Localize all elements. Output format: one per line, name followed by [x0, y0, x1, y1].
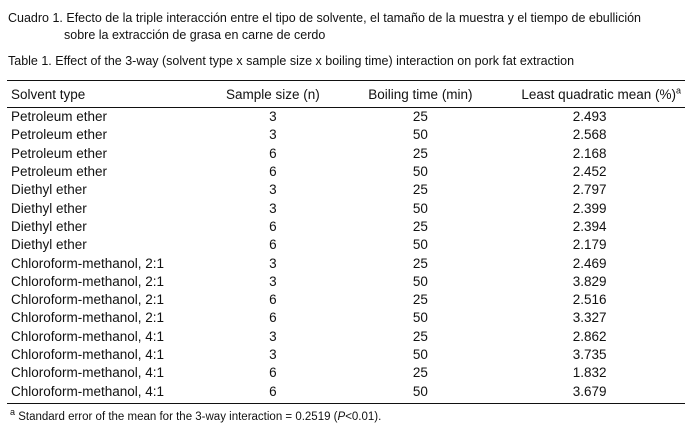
data-table — [7, 81, 685, 401]
cell-sample-size: 6 — [269, 365, 277, 381]
cell-least-quadratic-mean: 2.797 — [572, 182, 607, 198]
cell-least-quadratic-mean: 2.568 — [572, 127, 607, 143]
cell-least-quadratic-mean: 2.516 — [572, 292, 607, 308]
cell-solvent-type: Diethyl ether — [11, 218, 87, 234]
cell-sample-size: 6 — [269, 310, 277, 326]
cell-solvent-type: Chloroform-methanol, 4:1 — [11, 365, 165, 381]
cell-solvent-type: Petroleum ether — [11, 164, 108, 180]
cell-least-quadratic-mean: 2.862 — [572, 328, 607, 344]
table-bottom-rule — [7, 403, 685, 404]
cell-boiling-time: 25 — [412, 218, 428, 234]
cell-solvent-type: Diethyl ether — [11, 200, 87, 216]
caption-spanish-line-1: Cuadro 1. Efecto de la triple interacción entre el tipo de solvente, el tamaño de la muestra y el tiempo de ebullición — [8, 11, 642, 25]
cell-sample-size: 3 — [269, 255, 277, 271]
table-row — [7, 163, 685, 181]
table-row — [7, 291, 685, 309]
cell-sample-size: 3 — [269, 347, 277, 362]
table-row — [7, 218, 685, 236]
cell-solvent-type: Chloroform-methanol, 4:1 — [11, 347, 165, 362]
cell-least-quadratic-mean: 2.168 — [572, 145, 607, 161]
cell-sample-size: 3 — [269, 273, 277, 289]
table-row — [7, 254, 685, 272]
cell-least-quadratic-mean: 2.493 — [572, 109, 607, 125]
table-row — [7, 126, 685, 144]
table-body — [7, 107, 685, 401]
cell-solvent-type: Chloroform-methanol, 2:1 — [11, 255, 165, 271]
cell-least-quadratic-mean: 2.452 — [572, 164, 607, 180]
cell-sample-size: 3 — [269, 127, 277, 143]
cell-sample-size: 3 — [269, 182, 277, 198]
cell-solvent-type: Chloroform-methanol, 2:1 — [11, 310, 165, 326]
cell-solvent-type: Petroleum ether — [11, 145, 108, 161]
cell-least-quadratic-mean: 3.327 — [572, 310, 607, 326]
cell-solvent-type: Chloroform-methanol, 4:1 — [11, 328, 165, 344]
header-mean-footnote-mark: a — [675, 85, 681, 95]
cell-least-quadratic-mean: 2.469 — [572, 255, 607, 271]
table-row — [7, 181, 685, 199]
cell-boiling-time: 50 — [412, 164, 428, 180]
cell-least-quadratic-mean: 1.832 — [572, 365, 607, 381]
cell-sample-size: 6 — [269, 292, 277, 308]
caption-english: Table 1. Effect of the 3-way (solvent type x sample size x boiling time) interaction on pork fat extraction — [8, 54, 575, 68]
footnote — [10, 407, 382, 424]
cell-sample-size: 6 — [269, 218, 277, 234]
cell-least-quadratic-mean: 3.679 — [572, 383, 607, 399]
table-row — [7, 273, 685, 291]
cell-boiling-time: 25 — [412, 255, 428, 271]
table-row — [7, 145, 685, 163]
cell-boiling-time: 50 — [412, 200, 428, 216]
cell-sample-size: 6 — [269, 237, 277, 253]
cell-boiling-time: 25 — [412, 328, 428, 344]
cell-boiling-time: 50 — [412, 273, 428, 289]
footnote-mark: a — [10, 407, 16, 418]
cell-boiling-time: 25 — [412, 182, 428, 198]
cell-sample-size: 6 — [269, 164, 277, 180]
cell-boiling-time: 25 — [412, 292, 428, 308]
cell-boiling-time: 25 — [412, 365, 428, 381]
cell-boiling-time: 50 — [412, 127, 428, 143]
table-row — [7, 328, 685, 346]
cell-solvent-type: Chloroform-methanol, 2:1 — [11, 292, 165, 308]
cell-solvent-type: Chloroform-methanol, 4:1 — [11, 383, 165, 399]
cell-least-quadratic-mean: 2.179 — [572, 237, 607, 253]
table-row — [7, 364, 685, 382]
cell-boiling-time: 25 — [412, 145, 428, 161]
cell-solvent-type: Petroleum ether — [11, 127, 108, 143]
table-row — [7, 309, 685, 327]
table-row — [7, 107, 685, 126]
header-solvent-type: Solvent type — [11, 86, 86, 102]
header-mean-label: Least quadratic mean (%) — [521, 86, 676, 102]
cell-sample-size: 3 — [269, 328, 277, 344]
header-row — [7, 81, 685, 107]
cell-boiling-time: 50 — [412, 310, 428, 326]
cell-sample-size: 6 — [269, 383, 277, 399]
cell-least-quadratic-mean: 3.829 — [572, 273, 607, 289]
table-header — [7, 81, 685, 107]
cell-sample-size: 3 — [269, 200, 277, 216]
cell-least-quadratic-mean: 2.394 — [572, 218, 607, 234]
cell-boiling-time: 50 — [412, 383, 428, 399]
table-row — [7, 199, 685, 217]
cell-solvent-type: Diethyl ether — [11, 182, 87, 198]
cell-solvent-type: Petroleum ether — [11, 109, 108, 125]
cell-sample-size: 3 — [269, 109, 277, 125]
table-row — [7, 346, 685, 364]
footnote-p-symbol: P — [337, 411, 346, 423]
cell-sample-size: 6 — [269, 145, 277, 161]
cell-least-quadratic-mean: 3.735 — [572, 347, 607, 362]
footnote-text-end: <0.01). — [345, 411, 382, 423]
footnote-text-start: Standard error of the mean for the 3-way interaction = 0.2519 ( — [15, 411, 338, 423]
table-row — [7, 236, 685, 254]
cell-boiling-time: 50 — [412, 237, 428, 253]
cell-solvent-type: Diethyl ether — [11, 237, 87, 253]
cell-solvent-type: Chloroform-methanol, 2:1 — [11, 273, 165, 289]
header-boiling-time: Boiling time (min) — [368, 86, 473, 102]
cell-boiling-time: 50 — [412, 347, 428, 362]
header-sample-size: Sample size (n) — [225, 86, 320, 102]
table-row — [7, 382, 685, 400]
header-least-quadratic-mean — [494, 81, 685, 107]
cell-boiling-time: 25 — [412, 109, 428, 125]
cell-least-quadratic-mean: 2.399 — [572, 200, 607, 216]
caption-spanish-line-2: sobre la extracción de grasa en carne de cerdo — [64, 28, 326, 42]
